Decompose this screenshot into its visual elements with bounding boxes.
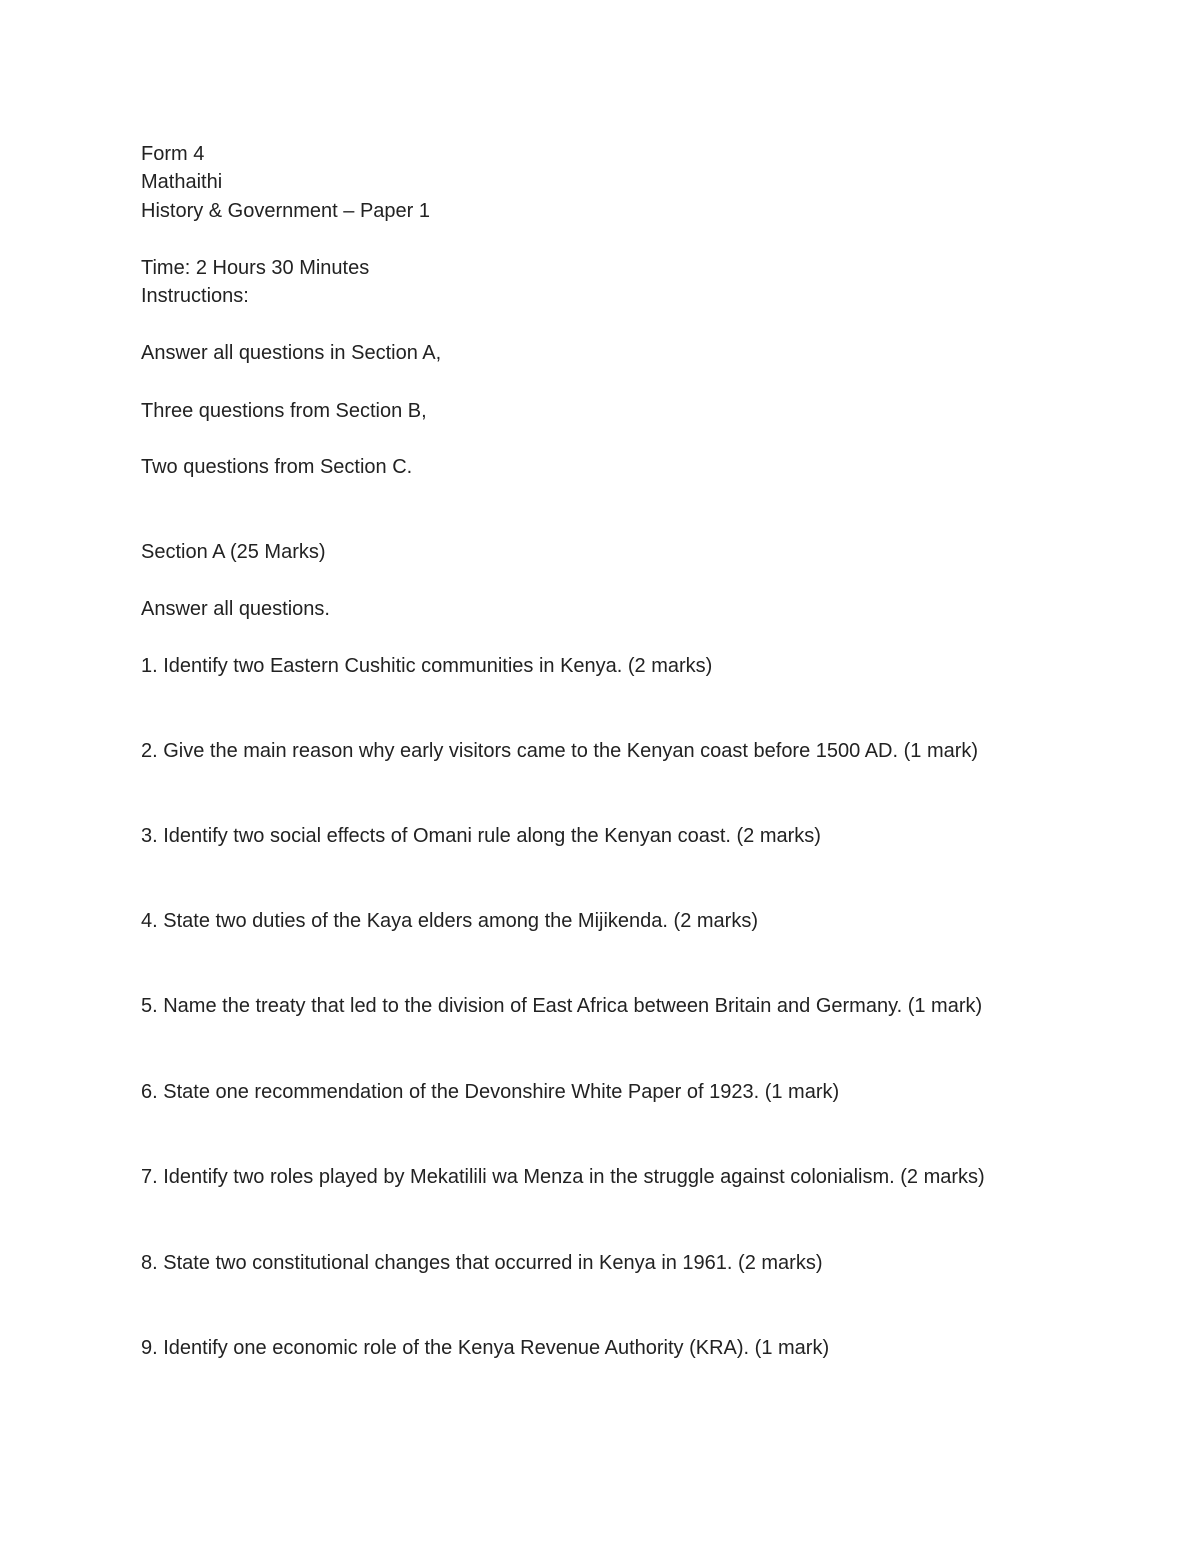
question-item: 3. Identify two social effects of Omani rule along the Kenyan coast. (2 marks) xyxy=(141,825,821,847)
question-item: 6. State one recommendation of the Devonshire White Paper of 1923. (1 mark) xyxy=(141,1081,840,1103)
instruction-item: Three questions from Section B, xyxy=(141,400,427,422)
question-item: 8. State two constitutional changes that occurred in Kenya in 1961. (2 marks) xyxy=(141,1252,823,1274)
question-item: 9. Identify one economic role of the Kenya Revenue Authority (KRA). (1 mark) xyxy=(141,1337,830,1359)
paper-title: History & Government – Paper 1 xyxy=(141,200,431,222)
question-item: 4. State two duties of the Kaya elders among the Mijikenda. (2 marks) xyxy=(141,910,758,932)
instruction-item: Answer all questions in Section A, xyxy=(141,342,442,364)
exam-time: Time: 2 Hours 30 Minutes xyxy=(141,257,370,279)
question-item: 1. Identify two Eastern Cushitic communities in Kenya. (2 marks) xyxy=(141,655,713,677)
instructions-heading: Instructions: xyxy=(141,285,249,307)
form-label: Form 4 xyxy=(141,143,205,165)
question-item: 5. Name the treaty that led to the division of East Africa between Britain and Germany. (1 mark) xyxy=(141,995,983,1017)
section-a-title: Section A (25 Marks) xyxy=(141,541,326,563)
question-item: 2. Give the main reason why early visitors came to the Kenyan coast before 1500 AD. (1 mark) xyxy=(141,740,979,762)
section-a-instruction: Answer all questions. xyxy=(141,598,330,620)
instruction-item: Two questions from Section C. xyxy=(141,456,413,478)
question-item: 7. Identify two roles played by Mekatilili wa Menza in the struggle against colonialism. (2 marks) xyxy=(141,1166,985,1188)
school-name: Mathaithi xyxy=(141,171,223,193)
